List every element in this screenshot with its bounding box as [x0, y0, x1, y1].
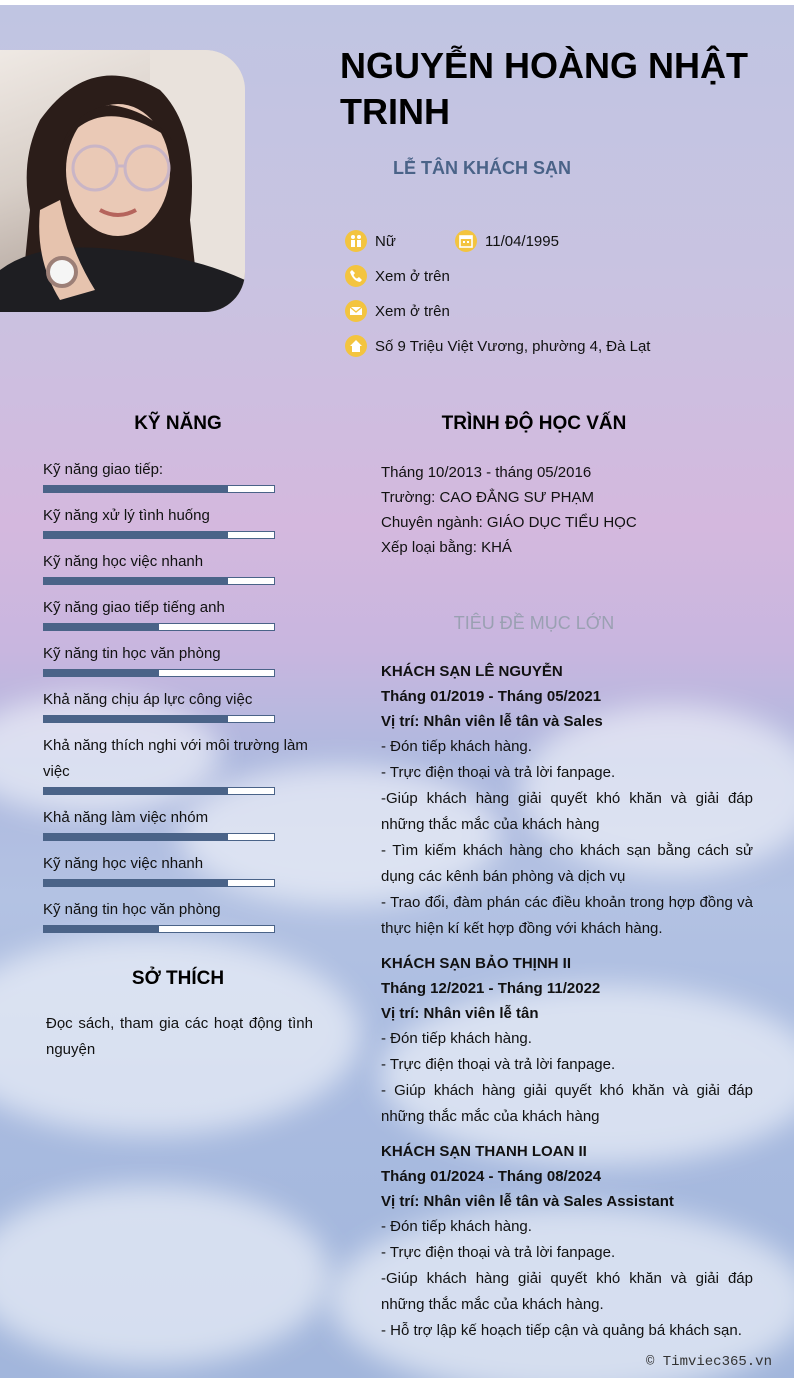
education-period: Tháng 10/2013 - tháng 05/2016 — [381, 464, 592, 481]
skill-item — [43, 733, 313, 785]
profile-photo — [0, 50, 245, 312]
job-duty: - Đón tiếp khách hàng. — [381, 1218, 532, 1235]
phone-icon — [345, 265, 367, 287]
skill-bar — [43, 787, 275, 795]
skill-bar — [43, 485, 275, 493]
email-icon — [345, 300, 367, 322]
hobbies-text: Đọc sách, tham gia các hoạt động tình nguyện — [46, 1015, 313, 1058]
job-duty: - Tìm kiếm khách hàng cho khách sạn bằng cách sử dụng các kênh bán phòng và dịch vụ — [381, 842, 753, 885]
job-title: LỄ TÂN KHÁCH SẠN — [393, 158, 571, 178]
cloud-decoration — [0, 1185, 330, 1365]
education-school: Trường: CAO ĐẲNG SƯ PHẠM — [381, 489, 594, 506]
skill-bar — [43, 879, 275, 887]
skill-item — [43, 595, 313, 621]
job-entry — [381, 660, 753, 942]
skill-label: Khả năng làm việc nhóm — [43, 809, 209, 826]
job-duty: - Giúp khách hàng giải quyết khó khăn và giải đáp những thắc mắc của khách hàng — [381, 1082, 753, 1125]
skill-bar-fill — [44, 834, 228, 840]
job-duty: -Giúp khách hàng giải quyết khó khăn và giải đáp những thắc mắc của khách hàng — [381, 790, 753, 833]
skill-bar-fill — [44, 532, 228, 538]
job-position: Vị trí: Nhân viên lễ tân và Sales — [381, 713, 603, 730]
education-title: TRÌNH ĐỘ HỌC VẤN — [441, 413, 627, 434]
skills-title: KỸ NĂNG — [134, 413, 222, 434]
job-entry — [381, 952, 753, 1130]
hobbies-title: SỞ THÍCH — [131, 968, 225, 989]
skill-bar — [43, 925, 275, 933]
education-block — [381, 460, 753, 560]
skill-bar-fill — [44, 578, 228, 584]
skill-bar — [43, 669, 275, 677]
skill-label: Kỹ năng học việc nhanh — [43, 855, 204, 872]
skill-item — [43, 687, 313, 713]
skill-item — [43, 457, 313, 483]
job-duty: - Đón tiếp khách hàng. — [381, 738, 532, 755]
job-position: Vị trí: Nhân viên lễ tân — [381, 1005, 539, 1022]
skill-bar-fill — [44, 926, 159, 932]
skill-bar — [43, 531, 275, 539]
gender-row — [345, 230, 396, 252]
job-duty: - Hỗ trợ lập kế hoạch tiếp cận và quảng bá khách sạn. — [381, 1322, 742, 1339]
skill-bar — [43, 577, 275, 585]
portrait-illustration — [0, 50, 245, 312]
skill-label: Kỹ năng giao tiếp tiếng anh — [43, 599, 225, 616]
skill-bar — [43, 623, 275, 631]
job-duty: - Trực điện thoại và trả lời fanpage. — [381, 764, 616, 781]
education-grade: Xếp loại bằng: KHÁ — [381, 539, 512, 556]
job-company: KHÁCH SẠN BẢO THỊNH II — [381, 955, 571, 972]
full-name: NGUYỄN HOÀNG NHẬT TRINH — [340, 45, 749, 132]
job-duty: - Đón tiếp khách hàng. — [381, 1030, 532, 1047]
skill-bar-fill — [44, 624, 159, 630]
skill-item — [43, 549, 313, 575]
skill-item — [43, 851, 313, 877]
skill-item — [43, 897, 313, 923]
job-position: Vị trí: Nhân viên lễ tân và Sales Assistant — [381, 1193, 674, 1210]
email-value: Xem ở trên — [375, 302, 450, 320]
skill-label: Kỹ năng tin học văn phòng — [43, 645, 221, 662]
skill-bar — [43, 715, 275, 723]
calendar-icon — [455, 230, 477, 252]
experience-title: TIÊU ĐỀ MỤC LỚN — [453, 613, 615, 633]
skill-label: Khả năng chịu áp lực công việc — [43, 691, 253, 708]
skill-item — [43, 805, 313, 831]
skill-bar — [43, 833, 275, 841]
job-period: Tháng 01/2019 - Tháng 05/2021 — [381, 688, 602, 705]
skill-label: Kỹ năng học việc nhanh — [43, 553, 204, 570]
skill-label: Kỹ năng giao tiếp: — [43, 461, 164, 478]
phone-row — [345, 265, 450, 287]
cv-page — [0, 5, 794, 1378]
skill-item — [43, 503, 313, 529]
skill-bar-fill — [44, 788, 228, 794]
job-duty: - Trực điện thoại và trả lời fanpage. — [381, 1056, 616, 1073]
job-period: Tháng 12/2021 - Tháng 11/2022 — [381, 980, 601, 997]
skill-label: Kỹ năng xử lý tình huống — [43, 507, 210, 524]
skill-item — [43, 641, 313, 667]
job-entry — [381, 1140, 753, 1344]
skill-label: Khả năng thích nghi với môi trường làm việc — [43, 737, 308, 780]
birthday-value: 11/04/1995 — [485, 232, 559, 250]
job-duty: - Trực điện thoại và trả lời fanpage. — [381, 1244, 616, 1261]
job-period: Tháng 01/2024 - Tháng 08/2024 — [381, 1168, 602, 1185]
address-row — [345, 335, 650, 357]
email-row — [345, 300, 450, 322]
skill-bar-fill — [44, 670, 159, 676]
home-icon — [345, 335, 367, 357]
footer-credit: © Timviec365.vn — [645, 1354, 772, 1370]
education-major: Chuyên ngành: GIÁO DỤC TIỂU HỌC — [381, 514, 637, 531]
skill-bar-fill — [44, 486, 228, 492]
skill-bar-fill — [44, 880, 228, 886]
job-company: KHÁCH SẠN LÊ NGUYỄN — [381, 663, 563, 680]
job-duty: - Trao đổi, đàm phán các điều khoản trong hợp đồng và thực hiện kí kết hợp đồng với khách hàng. — [381, 894, 753, 937]
job-duty: -Giúp khách hàng giải quyết khó khăn và giải đáp những thắc mắc của khách hàng. — [381, 1270, 753, 1313]
gender-value: Nữ — [375, 232, 396, 250]
address-value: Số 9 Triệu Việt Vương, phường 4, Đà Lạt — [375, 337, 651, 355]
phone-value: Xem ở trên — [375, 267, 450, 285]
birthday-row — [455, 230, 559, 252]
gender-icon — [345, 230, 367, 252]
skill-label: Kỹ năng tin học văn phòng — [43, 901, 221, 918]
skill-bar-fill — [44, 716, 228, 722]
job-company: KHÁCH SẠN THANH LOAN II — [381, 1143, 587, 1160]
